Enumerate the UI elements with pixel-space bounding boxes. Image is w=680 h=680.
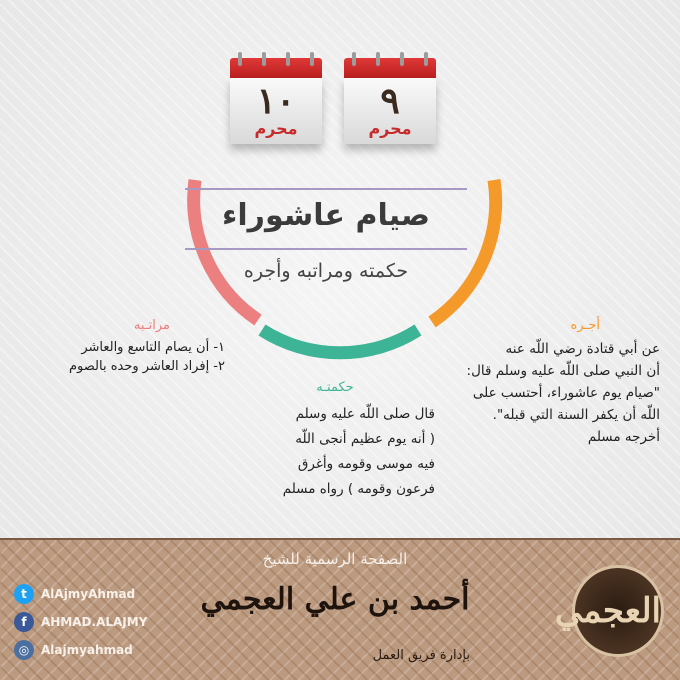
text-line: قال صلى اللّه عليه وسلم — [295, 406, 435, 422]
calligraphy-emblem — [554, 565, 664, 657]
facebook-icon: f — [14, 612, 34, 632]
title-bottom-rule — [185, 248, 467, 250]
footer-managed-label: بإدارة فريق العمل — [372, 648, 470, 663]
twitter-handle: AlAjmyAhmad — [41, 587, 136, 601]
calendar-day-9 — [344, 52, 436, 144]
instagram-icon: ◎ — [14, 640, 34, 660]
text-line: عن أبي قتادة رضي اللّه عنه — [505, 341, 660, 357]
ajr-text — [420, 338, 660, 448]
instagram-handle: Alajmyahmad — [41, 643, 133, 657]
instagram-link[interactable] — [14, 640, 133, 660]
calendar-day-10 — [230, 52, 322, 144]
text-line: أن النبي صلى اللّه عليه وسلم قال: — [466, 363, 660, 379]
list-item: ١- أن يصام التاسع والعاشر — [81, 340, 225, 355]
title-top-rule — [185, 188, 467, 190]
page-title: صيام عاشوراء — [222, 198, 430, 233]
calendar-month: محرم — [254, 119, 298, 138]
facebook-handle: AHMAD.ALAJMY — [41, 615, 148, 629]
hikma-text — [225, 402, 435, 502]
marateb-list — [30, 338, 225, 376]
ajr-heading: أجـره — [570, 318, 600, 333]
text-line: اللّه أن يكفر السنة التي قبله". — [492, 407, 660, 423]
twitter-icon: t — [14, 584, 34, 604]
text-line: "صيام يوم عاشوراء، أحتسب على — [472, 385, 660, 401]
calendar-day-number: ٩ — [380, 80, 400, 122]
page-subtitle: حكمته ومراتبه وأجره — [243, 260, 409, 282]
calendar-day-number: ١٠ — [256, 80, 296, 122]
list-item: ٢- إفراد العاشر وحده بالصوم — [68, 359, 225, 374]
sheikh-name: أحمد بن علي العجمي — [200, 582, 470, 617]
marateb-heading: مراتـبه — [133, 318, 170, 333]
ring-segment-teal — [262, 330, 418, 353]
twitter-link[interactable] — [14, 584, 135, 604]
text-line: أخرجه مسلم — [587, 429, 660, 445]
facebook-link[interactable] — [14, 612, 147, 632]
calendar-month: محرم — [368, 119, 412, 138]
footer-official-label: الصفحة الرسمية للشيخ — [262, 550, 408, 568]
hikma-heading: حكمتـه — [316, 380, 354, 395]
emblem-text: العجمي — [554, 591, 661, 631]
text-line: فرعون وقومه ) رواه مسلم — [282, 481, 435, 497]
text-line: فيه موسى وقومه وأغرق — [297, 456, 435, 472]
text-line: ( أنه يوم عظيم أنجى اللّه — [295, 431, 435, 447]
